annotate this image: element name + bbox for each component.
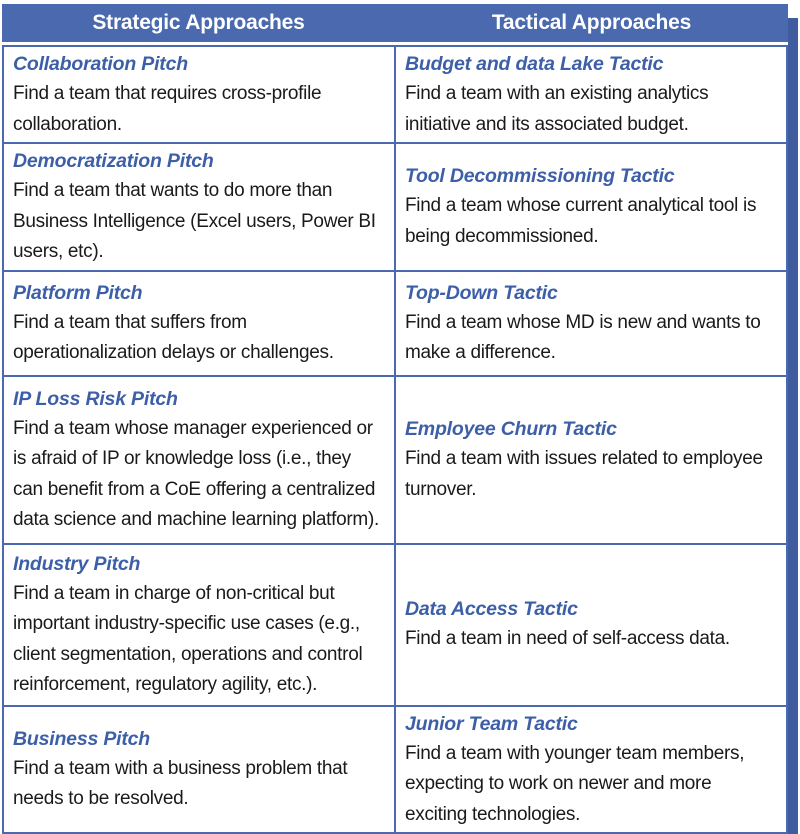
header-strategic-approaches: Strategic Approaches (92, 11, 305, 34)
tactic-description: Find a team whose current analytical tool is being decommissioned. (405, 195, 757, 247)
pitch-description: Find a team that requires cross-profile collaboration. (13, 83, 322, 135)
table-row (3, 143, 787, 271)
tactic-title: Tool Decommissioning Tactic (405, 165, 675, 188)
header-tactical-approaches: Tactical Approaches (491, 11, 692, 34)
table-row (3, 271, 787, 376)
cell-junior-team-tactic (395, 706, 787, 834)
tactic-title: Budget and data Lake Tactic (405, 53, 664, 75)
pitch-title: Collaboration Pitch (13, 53, 188, 75)
table-row (3, 376, 787, 544)
pitch-description: Find a team that wants to do more than Business Intelligence (Excel users, Power BI users, etc). (13, 180, 376, 262)
tactic-title: Top-Down Tactic (405, 281, 558, 304)
tactic-title: Employee Churn Tactic (405, 418, 617, 440)
pitch-description: Find a team that suffers from operationalization delays or challenges. (13, 311, 334, 363)
cell-democratization-pitch (3, 143, 395, 271)
cell-budget-data-lake-tactic (395, 46, 787, 143)
tactic-title: Junior Team Tactic (405, 712, 578, 735)
pitch-title: Business Pitch (13, 727, 150, 750)
cell-collaboration-pitch (3, 46, 395, 143)
table-row (3, 544, 787, 706)
tactic-description: Find a team with younger team members, expecting to work on newer and more exciting technologies. (405, 742, 745, 825)
approaches-table (2, 4, 788, 834)
tactic-description: Find a team whose MD is new and wants to make a difference. (405, 311, 761, 363)
pitch-description: Find a team with a business problem that needs to be resolved. (13, 757, 348, 810)
tactic-description: Find a team with issues related to employee turnover. (405, 448, 763, 500)
pitch-title: IP Loss Risk Pitch (13, 387, 178, 410)
cell-tool-decommissioning-tactic (395, 143, 787, 271)
cell-industry-pitch (3, 544, 395, 706)
cell-employee-churn-tactic (395, 376, 787, 544)
cell-business-pitch (3, 706, 395, 834)
tactic-title: Data Access Tactic (405, 598, 578, 621)
cell-ip-loss-risk-pitch (3, 376, 395, 544)
table-row (3, 46, 787, 143)
tactic-description: Find a team with an existing analytics initiative and its associated budget. (405, 83, 709, 135)
approaches-table-body (2, 45, 788, 834)
cell-top-down-tactic (395, 271, 787, 376)
pitch-title: Platform Pitch (13, 281, 143, 304)
pitch-description: Find a team in charge of non-critical but important industry-specific use cases (e.g., client segmentation, operations and control reinforcement, regulatory agility, etc.). (13, 582, 363, 695)
tactic-description: Find a team in need of self-access data. (405, 628, 730, 650)
pitch-description: Find a team whose manager experienced or is afraid of IP or knowledge loss (i.e., they can benefit from a CoE offering a centralized data science and machine learning platform). (13, 417, 379, 530)
table-header-band (2, 4, 788, 42)
pitch-title: Democratization Pitch (13, 150, 214, 172)
cell-data-access-tactic (395, 544, 787, 706)
table-row (3, 706, 787, 834)
cell-platform-pitch (3, 271, 395, 376)
pitch-title: Industry Pitch (13, 552, 141, 575)
